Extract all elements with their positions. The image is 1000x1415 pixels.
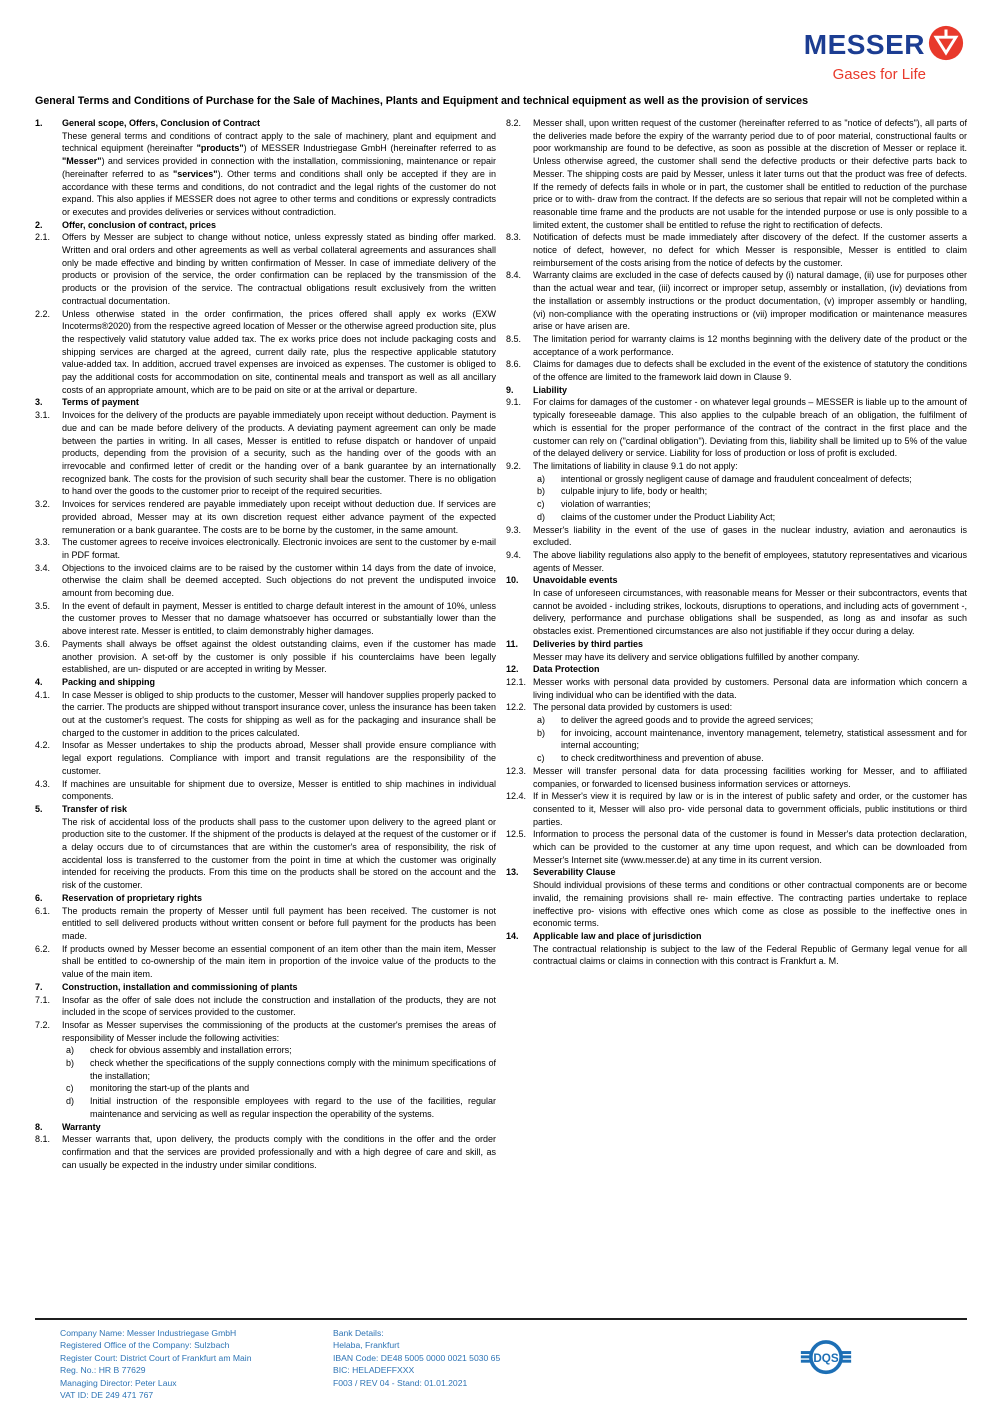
clause-text: Data Protection — [533, 664, 600, 675]
clause-number: 10. — [506, 575, 519, 586]
clause-number — [35, 816, 62, 892]
section-heading-row — [35, 396, 496, 409]
footer-bank-info — [333, 1327, 633, 1401]
clause-text: Initial instruction of the responsible employees with regard to the use of the facilities, regular maintenance and servicing as well as regular inspection the operability of the systems. — [90, 1096, 496, 1119]
messer-roundel-icon — [928, 25, 964, 66]
clause-row — [506, 524, 967, 549]
terms-column-right — [506, 117, 967, 1313]
clause-number: 4. — [35, 676, 43, 687]
footer-divider — [35, 1318, 967, 1320]
clause-number: a) — [537, 473, 546, 484]
clause-text: culpable injury to life, body or health; — [561, 486, 708, 497]
clause-number: 11. — [506, 638, 519, 649]
clause-number: 3.5. — [35, 600, 51, 611]
clause-text: Messer's liability in the event of the use of gases in the nuclear industry, aviation and aeronautics is excluded. — [533, 524, 967, 548]
footer-company-info — [60, 1327, 333, 1401]
clause-row — [506, 943, 967, 968]
section-heading-row — [506, 638, 967, 651]
clause-number — [506, 879, 533, 930]
clause-number: 12.5. — [506, 829, 527, 840]
clause-number: 12.4. — [506, 791, 527, 802]
terms-section — [35, 676, 496, 803]
clause-row — [506, 358, 967, 383]
clause-row — [35, 816, 496, 892]
sub-clause-row — [506, 485, 967, 498]
terms-section — [35, 219, 496, 397]
section-heading-row — [506, 866, 967, 879]
clause-row — [506, 117, 967, 231]
section-heading-row — [35, 1121, 496, 1134]
terms-section — [506, 930, 967, 968]
clause-number: d) — [537, 511, 546, 522]
clause-row — [506, 879, 967, 930]
clause-text: Payments shall always be offset against the oldest outstanding claims, even if the customer has made another provision. A set-off by the customer is only possible if his counterclaims have been legally established, are un- disputed or are accepted in writing by Messer. — [62, 638, 496, 675]
clause-number: c) — [537, 499, 545, 510]
sub-clause-row — [506, 727, 967, 752]
clause-row — [35, 498, 496, 536]
clause-text: In case of unforeseen circumstances, with reasonable means for Messer or their subcontractors, events that cannot be avoided - including strikes, lockouts, disruptions to operations, and including acts of government -, delivery, performance and purchase obligations shall be suspended, as long as and insofar as such obstacles exist. Prementioned circumstances are also not justifiable if they occur during a delay. — [533, 588, 967, 637]
clause-text: Reservation of proprietary rights — [62, 892, 203, 903]
terms-section — [35, 396, 496, 675]
clause-text: claims of the customer under the Product Liability Act; — [561, 511, 776, 522]
sub-clause-row — [35, 1082, 496, 1095]
clause-number: 12.2. — [506, 702, 527, 713]
footer-line: IBAN Code: DE48 5005 0000 0021 5030 65 — [333, 1352, 501, 1363]
clause-text: Applicable law and place of jurisdiction — [533, 931, 702, 941]
clause-text: check whether the specifications of the supply connections comply with the minimum specifications of the installation; — [90, 1058, 496, 1081]
clause-row — [506, 333, 967, 358]
clause-text: Insofar as Messer undertakes to ship the products abroad, Messer shall provide ensure compliance with legal export regulations. Compliance with import and transit regulations are the responsibility of the customer. — [62, 740, 496, 776]
clause-number: b) — [66, 1058, 75, 1069]
clause-number: c) — [537, 753, 545, 764]
clause-number: 14. — [506, 931, 519, 941]
clause-number: 4.1. — [35, 689, 51, 700]
clause-text: monitoring the start-up of the plants and — [90, 1083, 250, 1094]
clause-number: 3.1. — [35, 410, 51, 421]
clause-text: Packing and shipping — [62, 676, 156, 687]
section-heading-row — [506, 574, 967, 587]
clause-text: for invoicing, account maintenance, inventory management, telemetry, statistical assessment and for internal accounting; — [561, 727, 967, 751]
clause-row — [506, 396, 967, 460]
sub-clause-row — [506, 752, 967, 765]
clause-number: 9.4. — [506, 549, 522, 560]
clause-text: Deliveries by third parties — [533, 638, 644, 649]
clause-number: 4.2. — [35, 740, 51, 751]
clause-number: 1. — [35, 118, 43, 128]
clause-text: Notification of defects must be made immediately after discovery of the defect. If the customer asserts a notice of defect, however, no defect for which Messer is responsible, Messer is entitled to claim reimbursement of the costs arising from the notice of defects by the customer. — [533, 232, 967, 268]
clause-row — [506, 269, 967, 333]
footer-line: Register Court: District Court of Frankfurt am Main — [60, 1352, 252, 1363]
clause-text: The personal data provided by customers is used: — [533, 702, 733, 713]
clause-text: check for obvious assembly and installation errors; — [90, 1045, 292, 1056]
terms-section — [506, 663, 967, 866]
clause-text: Messer warrants that, upon delivery, the products comply with the conditions in the offer and the order confirmation and that the services are provided professionally and with a high degree of care and skill, as can usually be expected in the industry under similar conditions. — [62, 1134, 496, 1170]
sub-clause-row — [506, 498, 967, 511]
clause-row — [35, 409, 496, 498]
clause-number: 2. — [35, 219, 43, 230]
clause-text: Unless otherwise stated in the order confirmation, the prices offered shall apply ex works (EXW Incoterms®2020) from the respective agreed location of Messer or the otherwise agreed production site, plus the respectively valid statutory value added tax. The ex works price does not include packaging costs and shipping services are charged at the agreed, current daily rate, plus the respective applicable statutory value-added tax. In addition, accrued travel expenses are invoiced as expenses. The customer is obliged to pay the additional costs for accommodation on site, continental meals and transport as well as all ancillary costs of an appropriate amount, which are to be paid on site or at the arrival or departure. — [62, 308, 496, 395]
clause-number: 2.1. — [35, 232, 51, 243]
clause-number: 7.1. — [35, 994, 51, 1005]
clause-number: 12. — [506, 664, 519, 675]
clause-text: Messer will transfer personal data for data processing facilities working for Messer, and to affiliated companies, or forwarded to licensed business information services or attorneys. — [533, 765, 967, 789]
clause-row — [35, 600, 496, 638]
section-heading-row — [35, 117, 496, 130]
clause-text: Offers by Messer are subject to change without notice, unless expressly stated as binding offer marked. Written and oral orders and other agreements as well as verbal collateral agreements and assurances shall only be made effective and binding by written confirmation of Messer. In case of immediate delivery of the products or provision of the service, the order confirmation can be replaced by the transmission of the products or the provision of the service. The contractual obligations result exclusively from the written contractual documentation. — [62, 232, 496, 306]
clause-row — [506, 587, 967, 638]
clause-text: The above liability regulations also apply to the benefit of employees, statutory representatives and vicarious agents of Messer. — [533, 549, 967, 573]
terms-section — [35, 803, 496, 892]
clause-row — [506, 790, 967, 828]
clause-text: In case Messer is obliged to ship products to the customer, Messer will handover supplies properly packed to the carrier. The products are shipped without transport insurance cover, unless the insurance has been taken out at the customer's request. The costs for shipping as well as for the packaging and insurance shall be charged to the customer in addition to the prices calculated. — [62, 689, 496, 738]
clause-number — [506, 943, 533, 968]
clause-text: Severability Clause — [533, 867, 616, 878]
clause-text: Objections to the invoiced claims are to be raised by the customer within 14 days from the date of invoice, otherwise the claim shall be deemed accepted. Such objections do not prevent the undisputed invoice amount from becoming due. — [62, 562, 496, 599]
terms-body — [35, 117, 967, 1313]
terms-column-left — [35, 117, 496, 1313]
clause-number: 8.2. — [506, 118, 522, 128]
terms-section — [506, 384, 967, 575]
clause-number: 8.6. — [506, 359, 522, 370]
terms-section — [35, 981, 496, 1121]
clause-text: General scope, Offers, Conclusion of Contract — [62, 118, 261, 128]
clause-row — [35, 130, 496, 219]
clause-row — [35, 231, 496, 307]
clause-text: to check creditworthiness and prevention of abuse. — [561, 753, 764, 764]
section-heading-row — [35, 981, 496, 994]
footer-line: Registered Office of the Company: Sulzbach — [60, 1340, 230, 1351]
clause-number: 8.1. — [35, 1134, 51, 1145]
clause-row — [35, 739, 496, 777]
clause-row — [35, 778, 496, 803]
messer-logo — [804, 28, 964, 83]
clause-text: Insofar as the offer of sale does not include the construction and installation of the products, they are not included in the scope of services provided to the customer. — [62, 994, 496, 1018]
sub-clause-row — [506, 714, 967, 727]
clause-number: 3.6. — [35, 638, 51, 649]
clause-row — [35, 536, 496, 561]
clause-row — [35, 943, 496, 981]
clause-row — [35, 994, 496, 1019]
brand-wordmark: MESSER — [803, 29, 925, 60]
clause-number — [506, 651, 533, 664]
clause-text: Warranty claims are excluded in the case of defects caused by (i) natural damage, (ii) use for purposes other than the actual wear and tear, (iii) incorrect or improper setup, assembly or installation, (iv) deviations from the installation or assembly instructions or the product documentation, (v) improper assembly or handling, (vi) non-compliance with the operating instructions or (vii) improper modification or maintenance measures arise or have arisen are. — [533, 270, 967, 332]
clause-text: Transfer of risk — [62, 803, 128, 814]
section-heading-row — [35, 676, 496, 689]
clause-number: 8.3. — [506, 232, 522, 243]
clause-text: Messer shall, upon written request of the customer (hereinafter referred to as "notice of defects"), all parts of the deliveries made before the expiry of the warranty period due to of poor material, constructional faults or poor workmanship are found to be defective, as soon as possible at the discretion of Messer or replace it. Unless otherwise agreed, the customer shall send the defective products or their defective parts back to Messer. The shipping costs are paid by Messer, unless it later turns out that the product was free of defects. If the remedy of defects fails in whole or in part, the customer shall be entitled to reduction of the purchase price or to with- draw from the contract. If the defects are so serious that repair will not be completed within a reasonable time frame and the products are not usable for the intended purpose or use is only possible to a limited extent, the customer shall be entitled to refuse the right to rectification of defects. — [533, 118, 967, 230]
clause-number: 9.2. — [506, 460, 522, 471]
sub-clause-row — [506, 511, 967, 524]
clause-number: 6.1. — [35, 905, 51, 916]
section-heading-row — [35, 892, 496, 905]
footer-line: Reg. No.: HR B 77629 — [60, 1365, 146, 1376]
terms-section — [35, 1121, 496, 1172]
clause-number: 8.5. — [506, 333, 522, 344]
clause-text: In the event of default in payment, Messer is entitled to charge default interest in the amount of 10%, unless the customer proves to Messer that no damage whatsoever has occurred or substantially lower than the above interest rate. Messer is entitled, to claim demonstrably higher damages. — [62, 600, 496, 637]
clause-number: 13. — [506, 867, 519, 878]
clause-row — [506, 701, 967, 714]
footer-line: Managing Director: Peter Laux — [60, 1377, 177, 1388]
clause-text: Warranty — [62, 1121, 101, 1132]
footer-line: BIC: HELADEFFXXX — [333, 1365, 415, 1376]
clause-number: 12.3. — [506, 765, 527, 776]
clause-number: 3.3. — [35, 537, 51, 548]
clause-text: violation of warranties; — [561, 499, 651, 510]
clause-text: These general terms and conditions of contract apply to the sale of machinery, plant and equipment and technical equipment (hereinafter "products") of MESSER Industriegase GmbH (hereinafter referred to as "Messer") and services provided in connection with the installation, commissioning, maintenance or repair (hereinafter referred to as "services"). Other terms and conditions shall only be accepted if they are in accordance with these terms and conditions, do not contradict and the legal rights of the customer do not expand. This also applies if MESSER does not agree to other terms and conditions or expressly contradicts or executes and provides deliveries or services without contradiction. — [62, 130, 496, 217]
clause-number: 9.3. — [506, 524, 522, 535]
footer-line: VAT ID: DE 249 471 767 — [60, 1390, 154, 1401]
sub-clause-row — [35, 1057, 496, 1082]
clause-number: 5. — [35, 803, 43, 814]
section-heading-row — [35, 803, 496, 816]
clause-row — [506, 676, 967, 701]
page-title: General Terms and Conditions of Purchase for the Sale of Machines, Plants and Equipment and technical equipment as well as the provision of services — [35, 95, 809, 107]
clause-row — [35, 689, 496, 740]
clause-text: If products owned by Messer become an essential component of an item other than the main item, Messer shall be entitled to co-ownership of the main item in proportion of the invoice value of the products to the value of the main item. — [62, 943, 496, 980]
terms-section — [506, 574, 967, 638]
clause-text: The limitation period for warranty claims is 12 months beginning with the delivery date of the product or the acceptance of a work performance. — [533, 333, 967, 357]
clause-number: b) — [537, 727, 546, 738]
clause-text: Insofar as Messer supervises the commissioning of the products at the customer's premises the areas of responsibility of Messer include the following activities: — [62, 1019, 496, 1043]
clause-text: Unavoidable events — [533, 575, 618, 586]
terms-section — [506, 638, 967, 663]
clause-number: 7. — [35, 981, 43, 992]
sub-clause-row — [506, 473, 967, 486]
clause-number: a) — [537, 715, 546, 726]
clause-row — [35, 308, 496, 397]
clause-number: 3.4. — [35, 562, 51, 573]
clause-text: For claims for damages of the customer - on whatever legal grounds – MESSER is liable up to the amount of typically foreseeable damage. This also applies to the culpable breach of an obligation, the fulfilment of which is essential for the proper performance of the contract of the contract in the first place and the customer can rely on ("cardinal obligation"). Deviating from this, liability shall be limited up to 5% of the value of the delayed delivery or service. Liability for loss of production or loss of profit is excluded. — [533, 397, 967, 459]
clause-number: 4.3. — [35, 778, 51, 789]
clause-text: The risk of accidental loss of the products shall pass to the customer upon delivery to the agreed plant or production site to the customer. If the shipment of the products is delayed at the request of the customer or if a delay occurs due to of circumstances that are within the customer's area of responsibility, the risk of accidental loss is transferred to the customer from the point in time at which the customer was originally intended for receiving the products. From this time on the products shall be stored on the account and the risk of the customer. — [62, 816, 496, 891]
clause-row — [506, 765, 967, 790]
clause-number: d) — [66, 1096, 75, 1107]
sub-clause-row — [35, 1095, 496, 1120]
footer-line: Company Name: Messer Industriegase GmbH — [60, 1328, 237, 1338]
footer-line: F003 / REV 04 - Stand: 01.01.2021 — [333, 1377, 468, 1388]
clause-number: 9. — [506, 384, 514, 395]
clause-row — [35, 638, 496, 676]
clause-row — [35, 905, 496, 943]
clause-text: to deliver the agreed goods and to provide the agreed services; — [561, 715, 814, 726]
clause-row — [506, 549, 967, 574]
clause-text: Invoices for services rendered are payable immediately upon receipt without deduction due. If services are provided abroad, Messer may at its own discretion request either advance payment of the expected remuneration or a bank guarantee. The costs are to be borne by the customer, in the same amount. — [62, 499, 496, 535]
clause-text: The products remain the property of Messer until full payment has been received. The customer is not entitled to sell delivered products without written consent or before full payment for the products has been made. — [62, 905, 496, 941]
footer-line: Bank Details: — [333, 1328, 384, 1338]
clause-text: Should individual provisions of these terms and conditions or other contractual components are or become invalid, the remaining provisions shall re- main effective. The contracting parties undertake to replace ineffective pro- visions with effective ones which come as close as possible to the ineffective ones in economic terms. — [533, 880, 967, 929]
clause-text: The contractual relationship is subject to the law of the Federal Republic of Germany legal venue for all contractual claims or claims in connection with this contract is Frankfurt a. M. — [533, 943, 967, 967]
dqs-certification-logo-icon — [800, 1336, 852, 1380]
clause-number: a) — [66, 1045, 75, 1056]
section-heading-row — [506, 930, 967, 943]
clause-number: 3.2. — [35, 499, 51, 510]
clause-number: 8. — [35, 1121, 43, 1132]
section-heading-row — [506, 384, 967, 397]
clause-number: b) — [537, 486, 546, 497]
clause-text: Construction, installation and commissioning of plants — [62, 981, 298, 992]
footer-line: Helaba, Frankfurt — [333, 1340, 400, 1351]
clause-row — [35, 562, 496, 600]
clause-row — [506, 651, 967, 664]
clause-row — [35, 1019, 496, 1044]
clause-text: Offer, conclusion of contract, prices — [62, 219, 217, 230]
clause-text: If in Messer's view it is required by law or is in the interest of public safety and order, or the customer has consented to it, Messer will also pro- vide personal data to government officials, public institutions or third parties. — [533, 791, 967, 827]
clause-number: 3. — [35, 397, 43, 408]
clause-text: Messer may have its delivery and service obligations fulfilled by another company. — [533, 651, 860, 662]
clause-text: Liability — [533, 384, 568, 395]
terms-section — [35, 892, 496, 981]
clause-row — [506, 231, 967, 269]
section-heading-row — [506, 663, 967, 676]
clause-text: The customer agrees to receive invoices electronically. Electronic invoices are sent to the customer by e-mail in PDF format. — [62, 537, 496, 560]
clause-text: Messer works with personal data provided by customers. Personal data are information which concern a living individual who can be identified with the data. — [533, 676, 967, 700]
clause-text: Terms of payment — [62, 397, 139, 408]
section-heading-row — [35, 219, 496, 232]
terms-section — [506, 117, 967, 384]
clause-number: 8.4. — [506, 270, 522, 281]
svg-text:DQS: DQS — [813, 1351, 839, 1365]
clause-number — [506, 587, 533, 638]
clause-number: 7.2. — [35, 1019, 51, 1030]
clause-number: 12.1. — [506, 676, 527, 687]
clause-number: 6. — [35, 892, 43, 903]
clause-number: c) — [66, 1083, 74, 1094]
clause-row — [506, 828, 967, 866]
clause-number — [35, 130, 62, 219]
terms-section — [35, 117, 496, 219]
clause-text: Claims for damages due to defects shall be excluded in the event of the existence of statutory the conditions of the offence are limited to the framework laid down in Clause 9. — [533, 359, 967, 383]
sub-clause-row — [35, 1044, 496, 1057]
clause-number: 2.2. — [35, 308, 51, 319]
clause-number: 9.1. — [506, 397, 522, 408]
terms-section — [506, 866, 967, 930]
clause-text: Information to process the personal data of the customer is found in Messer's data protection declaration, which can be provided to the customer at any time upon request, and which can be downloaded from Messer's Internet site (www.messer.de) at any time in its current version. — [533, 829, 967, 865]
clause-row — [506, 460, 967, 473]
clause-text: intentional or grossly negligent cause of damage and fraudulent concealment of defects; — [561, 473, 912, 484]
clause-row — [35, 1133, 496, 1171]
clause-number: 6.2. — [35, 943, 51, 954]
clause-text: The limitations of liability in clause 9.1 do not apply: — [533, 460, 738, 471]
clause-text: Invoices for the delivery of the products are payable immediately upon receipt without deduction. Payment is due and can be made before delivery of the products. A deviating payment agreement can only be made between the parties in writing. In all cases, Messer is entitled to refuse dispatch or handover of unpaid products, depending from the provision of a security, such as the handing over of the goods with an irrevocable and confirmed letter of credit or the handing over of a bank guarantee by an internationally recognized bank. The costs for the provision of such security shall bear the customer. There is no obligation to hand over the goods to the customer prior to receipt of the required securities. — [62, 410, 496, 497]
brand-tagline: Gases for Life — [832, 66, 926, 83]
clause-text: If machines are unsuitable for shipment due to oversize, Messer is entitled to ship machines in individual components. — [62, 778, 496, 802]
